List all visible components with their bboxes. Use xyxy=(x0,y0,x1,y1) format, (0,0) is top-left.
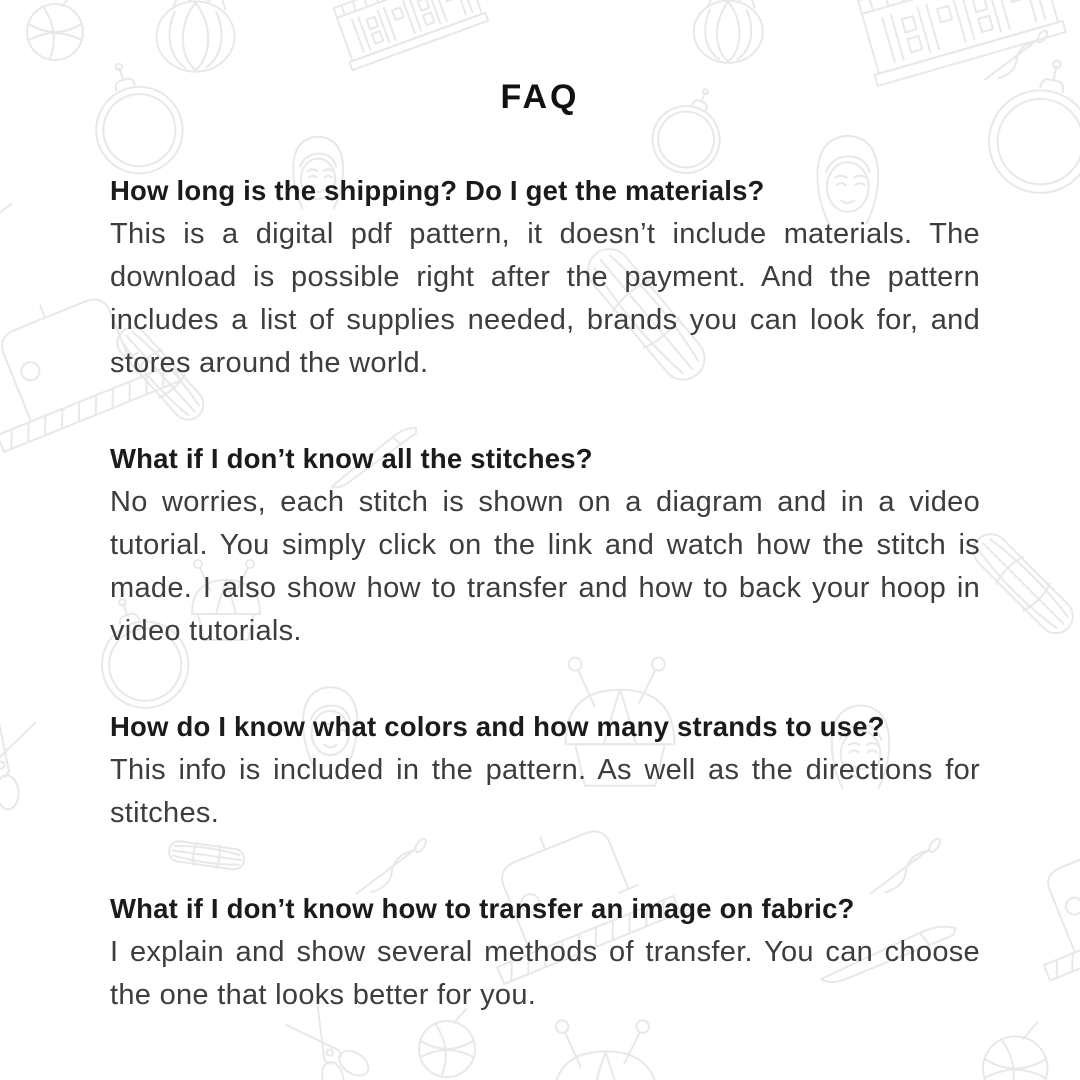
faq-item xyxy=(110,711,980,835)
faq-item xyxy=(110,175,980,385)
faq-question: What if I don’t know all the stitches? xyxy=(110,443,593,474)
faq-question: What if I don’t know how to transfer an image on fabric? xyxy=(110,893,855,924)
faq-question: How do I know what colors and how many strands to use? xyxy=(110,711,885,742)
faq-item xyxy=(110,893,980,1017)
faq-answer: This is a digital pdf pattern, it doesn’t include materials. The download is possible right after the payment. And the pattern includes a list of supplies needed, brands you can look for, and stores around the world. xyxy=(110,218,980,379)
faq-item xyxy=(110,443,980,653)
page-title: FAQ xyxy=(500,78,580,116)
yarn-ball-icon xyxy=(419,1009,475,1077)
faq-answer: I explain and show several methods of transfer. You can choose the one that looks better for you. xyxy=(110,936,980,1011)
faq-question: How long is the shipping? Do I get the materials? xyxy=(110,175,765,206)
faq-answer: This info is included in the pattern. As well as the directions for stitches. xyxy=(110,754,980,829)
yarn-ball-icon xyxy=(983,1023,1047,1080)
faq-answer: No worries, each stitch is shown on a diagram and in a video tutorial. You simply click on the link and watch how the stitch is made. I also show how to transfer and how to back your hoop in video tutorials. xyxy=(110,486,980,647)
pin-cushion-icon xyxy=(553,1020,658,1080)
faq-list xyxy=(110,175,980,1017)
